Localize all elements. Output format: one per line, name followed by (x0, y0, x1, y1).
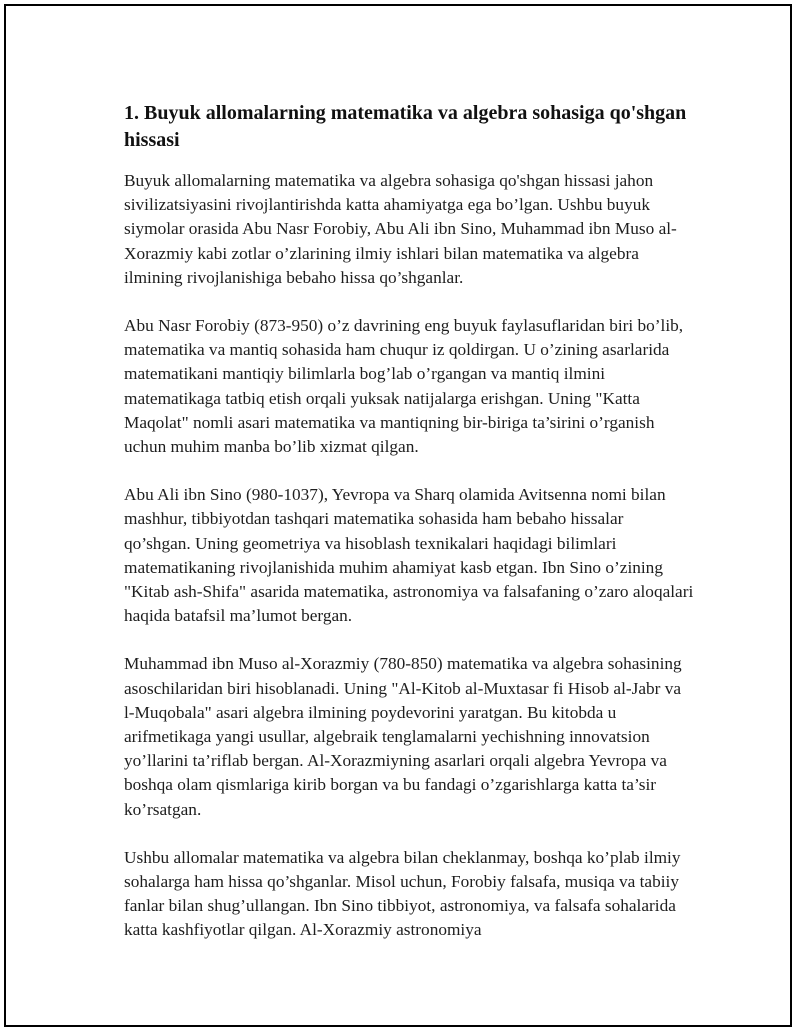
paragraph-intro: Buyuk allomalarning matematika va algebra sohasiga qo'shgan hissasi jahon sivilizatsiyasini rivojlantirishda katta ahamiyatga ega bo’lgan. Ushbu buyuk siymolar orasida Abu Nasr Forobiy, Abu Ali ibn Sino, Muhammad ibn Muso al-Xorazmiy kabi zotlar o’zlarining ilmiy ishlari bilan matematika va algebra ilmining rivojlanishiga bebaho hissa qo’shganlar. (124, 171, 677, 287)
paragraph-ibn-sino: Abu Ali ibn Sino (980-1037), Yevropa va Sharq olamida Avitsenna nomi bilan mashhur, tibbiyotdan tashqari matematika sohasida ham bebaho hissalar qo’shgan. Uning geometriya va hisoblash texnikalari haqidagi bilimlari matematikaning rivojlanishida muhim ahamiyat kasb etgan. Ibn Sino o’zining "Kitab ash-Shifa" asarida matematika, astronomiya va falsafaning o’zaro aloqalari haqida batafsil ma’lumot bergan. (124, 485, 694, 626)
section-heading: 1. Buyuk allomalarning matematika va algebra sohasiga qo'shgan hissasi (124, 102, 687, 151)
paragraph-forobiy: Abu Nasr Forobiy (873-950) o’z davrining eng buyuk faylasuflaridan biri bo’lib, matematika va mantiq sohasida ham chuqur iz qoldirgan. U o’zining asarlarida matematikani mantiqiy bilimlarla bog’lab o’rgangan va mantiq ilmini matematikaga tatbiq etish orqali yuksak natijalarga erishgan. Uning "Katta Maqolat" nomli asari matematika va mantiqning bir-biriga ta’sirini o’rganish uchun muhim manba bo’lib xizmat qilgan. (124, 316, 684, 457)
document-page (4, 4, 792, 1027)
document-body (124, 100, 694, 967)
paragraph-al-xorazmiy: Muhammad ibn Muso al-Xorazmiy (780-850) matematika va algebra sohasining asoschilaridan biri hisoblanadi. Uning "Al-Kitob al-Muxtasar fi Hisob al-Jabr va l-Muqobala" asari algebra ilmining poydevorini yaratgan. Bu kitobda u arifmetikaga yangi usullar, algebraik tenglamalarni yechishning innovatsion yo’llarini ta’riflab bergan. Al-Xorazmiyning asarlari orqali algebra Yevropa va boshqa olam qismlariga kirib borgan va bu fandagi o’zgarishlarga katta ta’sir ko’rsatgan. (124, 654, 682, 819)
paragraph-other-fields: Ushbu allomalar matematika va algebra bilan cheklanmay, boshqa ko’plab ilmiy sohalarga ham hissa qo’shganlar. Misol uchun, Forobiy falsafa, musiqa va tabiiy fanlar bilan shug’ullangan. Ibn Sino tibbiyot, astronomiya, va falsafa sohalarida katta kashfiyotlar qilgan. Al-Xorazmiy astronomiya (124, 847, 681, 940)
